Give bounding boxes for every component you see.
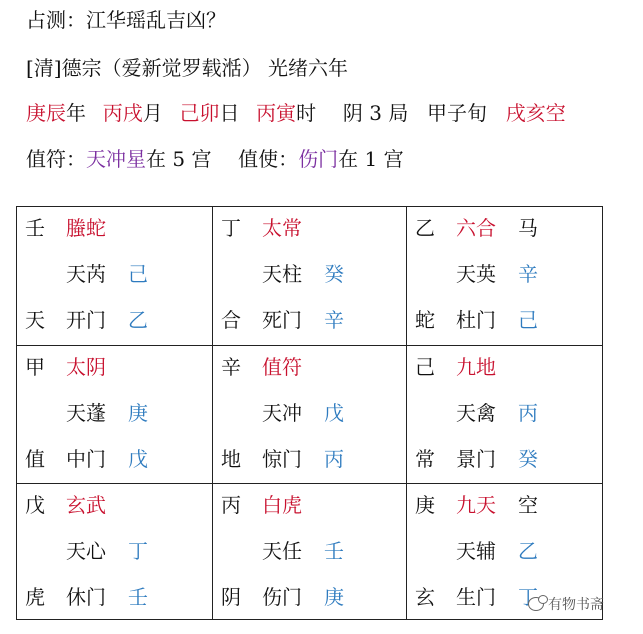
zhifu-label: 值符： bbox=[26, 147, 86, 171]
zhifu-star: 天冲星 bbox=[86, 147, 146, 171]
palace-star: 天芮 bbox=[66, 262, 106, 286]
palace-door: 惊门 bbox=[262, 447, 302, 471]
palace-god: 太阴 bbox=[66, 355, 106, 379]
palace-god: 六合 bbox=[456, 216, 496, 240]
palace-god: 九天 bbox=[456, 493, 496, 517]
palace-god: 值符 bbox=[262, 355, 302, 379]
palace-side-marker: 虎 bbox=[25, 585, 45, 609]
year-ganzhi: 庚辰 bbox=[26, 101, 66, 125]
palace-door-stem: 戊 bbox=[128, 447, 148, 471]
palace-star-stem: 丁 bbox=[128, 539, 148, 563]
palace-cell bbox=[213, 484, 408, 622]
ju-number: 阴 3 局 bbox=[342, 101, 409, 125]
palace-star: 天禽 bbox=[456, 401, 496, 425]
palace-door-stem: 辛 bbox=[324, 308, 344, 332]
palace-star-stem: 戊 bbox=[324, 401, 344, 425]
palace-door: 死门 bbox=[262, 308, 302, 332]
zhishi-palace: 在 1 宫 bbox=[338, 147, 404, 171]
pillars-line bbox=[26, 101, 566, 125]
palace-side-marker: 天 bbox=[25, 308, 45, 332]
palace-god: 白虎 bbox=[262, 493, 302, 517]
palace-door: 开门 bbox=[66, 308, 106, 332]
palace-stem: 戊 bbox=[25, 493, 45, 517]
hour-suffix: 时 bbox=[296, 101, 317, 125]
palace-star-stem: 壬 bbox=[324, 539, 344, 563]
zhifu-line bbox=[26, 147, 404, 171]
palace-door: 生门 bbox=[456, 585, 496, 609]
zhishi-door: 伤门 bbox=[298, 147, 339, 171]
palace-stem: 乙 bbox=[415, 216, 435, 240]
palace-star: 天冲 bbox=[262, 401, 302, 425]
palace-cell bbox=[17, 346, 212, 484]
xun-head: 甲子旬 bbox=[427, 101, 488, 125]
palace-star: 天柱 bbox=[262, 262, 302, 286]
watermark-text: 有物书斋 bbox=[548, 597, 604, 613]
palace-star-stem: 丙 bbox=[518, 401, 538, 425]
palace-side-marker: 常 bbox=[415, 447, 435, 471]
source-text: [清]德宗（爱新觉罗载湉） 光绪六年 bbox=[26, 56, 348, 80]
zhishi-label: 值使： bbox=[238, 147, 299, 171]
palace-stem: 己 bbox=[415, 355, 435, 379]
palace-side-marker: 玄 bbox=[415, 585, 435, 609]
source-line bbox=[26, 56, 348, 80]
palace-door: 景门 bbox=[456, 447, 496, 471]
palace-door-stem: 丁 bbox=[518, 585, 538, 609]
palace-stem: 丙 bbox=[221, 493, 241, 517]
day-ganzhi: 己卯 bbox=[179, 101, 220, 125]
palace-door-stem: 己 bbox=[518, 308, 538, 332]
palace-cell bbox=[213, 207, 408, 345]
palace-cell bbox=[407, 207, 602, 345]
zhifu-palace: 在 5 宫 bbox=[146, 147, 212, 171]
palace-door: 休门 bbox=[66, 585, 106, 609]
question-text: 占测：江华瑶乱吉凶？ bbox=[26, 8, 226, 32]
palace-door: 伤门 bbox=[262, 585, 302, 609]
day-suffix: 日 bbox=[219, 101, 240, 125]
qimen-palace-grid bbox=[16, 206, 603, 620]
palace-side-marker: 蛇 bbox=[415, 308, 435, 332]
palace-stem: 庚 bbox=[415, 493, 435, 517]
palace-star: 天辅 bbox=[456, 539, 496, 563]
palace-door-stem: 乙 bbox=[128, 308, 148, 332]
palace-door-stem: 壬 bbox=[128, 585, 148, 609]
month-suffix: 月 bbox=[142, 101, 163, 125]
question-line bbox=[26, 8, 226, 32]
palace-god: 玄武 bbox=[66, 493, 106, 517]
palace-side-marker: 阴 bbox=[221, 585, 241, 609]
palace-side-marker: 地 bbox=[221, 447, 241, 471]
palace-god: 螣蛇 bbox=[66, 216, 106, 240]
year-suffix: 年 bbox=[66, 101, 86, 125]
palace-marker: 空 bbox=[518, 493, 538, 517]
month-ganzhi: 丙戌 bbox=[102, 101, 143, 125]
hour-ganzhi: 丙寅 bbox=[256, 101, 297, 125]
palace-star-stem: 癸 bbox=[324, 262, 344, 286]
palace-marker: 马 bbox=[518, 216, 538, 240]
palace-door: 中门 bbox=[66, 447, 106, 471]
palace-star-stem: 辛 bbox=[518, 262, 538, 286]
palace-star-stem: 乙 bbox=[518, 539, 538, 563]
palace-side-marker: 值 bbox=[25, 447, 45, 471]
palace-door-stem: 丙 bbox=[324, 447, 344, 471]
palace-cell bbox=[17, 484, 212, 622]
palace-star: 天蓬 bbox=[66, 401, 106, 425]
palace-door: 杜门 bbox=[456, 308, 496, 332]
palace-star-stem: 己 bbox=[128, 262, 148, 286]
wechat-icon bbox=[528, 597, 544, 611]
palace-stem: 丁 bbox=[221, 216, 241, 240]
palace-stem: 壬 bbox=[25, 216, 45, 240]
palace-cell bbox=[407, 346, 602, 484]
palace-stem: 甲 bbox=[25, 355, 45, 379]
kong-wang: 戌亥空 bbox=[505, 101, 566, 125]
palace-side-marker: 合 bbox=[221, 308, 241, 332]
palace-cell bbox=[213, 346, 408, 484]
palace-cell bbox=[17, 207, 212, 345]
watermark bbox=[528, 594, 604, 614]
palace-door-stem: 庚 bbox=[324, 585, 344, 609]
palace-star: 天心 bbox=[66, 539, 106, 563]
palace-god: 九地 bbox=[456, 355, 496, 379]
palace-star-stem: 庚 bbox=[128, 401, 148, 425]
palace-door-stem: 癸 bbox=[518, 447, 538, 471]
palace-god: 太常 bbox=[262, 216, 302, 240]
palace-star: 天英 bbox=[456, 262, 496, 286]
palace-star: 天任 bbox=[262, 539, 302, 563]
palace-stem: 辛 bbox=[221, 355, 241, 379]
